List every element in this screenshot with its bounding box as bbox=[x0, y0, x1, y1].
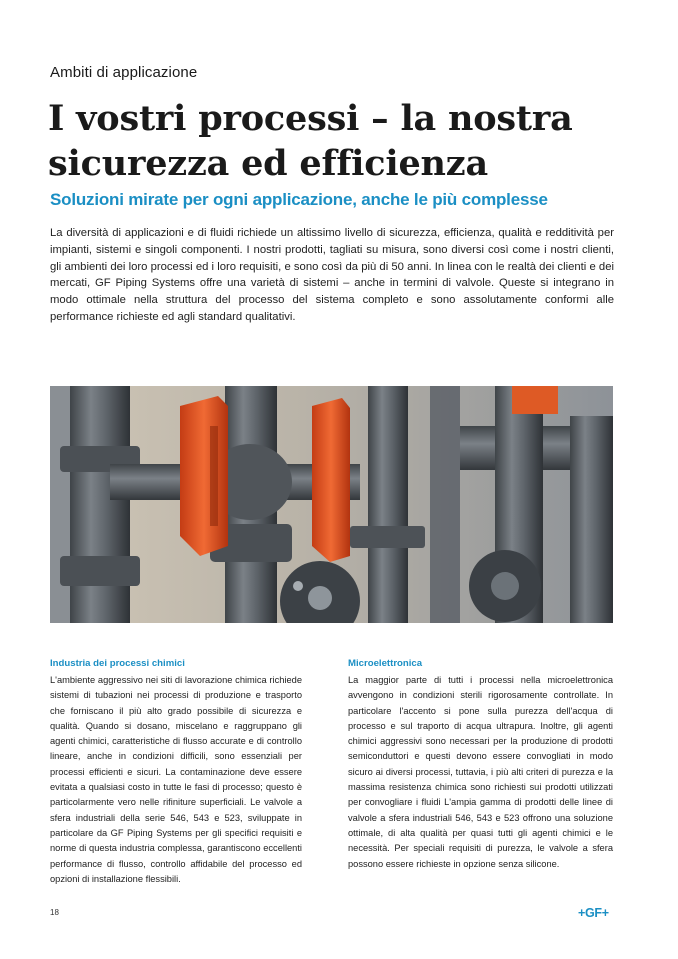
headline: I vostri processi – la nostra sicurezza ed efficienza bbox=[48, 98, 573, 184]
valves-photo bbox=[50, 386, 613, 623]
kicker: Ambiti di applicazione bbox=[50, 64, 198, 81]
subtitle: Soluzioni mirate per ogni applicazione, anche le più complesse bbox=[50, 190, 548, 209]
section-chemical bbox=[50, 658, 302, 887]
page-number: 18 bbox=[50, 908, 59, 917]
gf-logo: +GF+ bbox=[578, 906, 609, 920]
section-microelectronics-title: Microelettronica bbox=[348, 658, 423, 669]
intro-paragraph: La diversità di applicazioni e di fluidi richiede un altissimo livello di sicurezza, efficienza, qualità e redditività per impianti, sistemi e singoli componenti. I nostri prodotti, tagliati su misura, sono diversi così come i nostri clienti, gli ambienti dei loro processi ed i loro requisiti, e sono così da più di 50 anni. In linea con le realtà dei clienti e dei mercati, GF Piping Systems offre una varietà di sistemi – anche in termini di valvole. Queste si integrano in modo ottimale nella struttura del processo del sistema completo e sono assolutamente conformi alle performance richieste ed agli standard qualitativi. bbox=[50, 227, 614, 323]
section-microelectronics bbox=[348, 658, 613, 872]
section-chemical-title: Industria dei processi chimici bbox=[50, 658, 185, 669]
section-chemical-body: L'ambiente aggressivo nei siti di lavorazione chimica richiede sistemi di tubazioni nei processi di produzione e trasporto che forniscano il più alto grado possibile di sicurezza e qualità. Quando si dosano, miscelano e raggruppano gli agenti chimici, caratteristiche di flusso accurate e di controllo lineare, anche in condizioni difficili, sono essenziali per processi efficienti e sicuri. La contaminazione deve essere evitata a qualsiasi costo in tutte le fasi di processo; questo è particolarmente vero nelle rifiniture superficiali. Le valvole a sfera industriali della serie 546, 543 e 523, sviluppate in particolare da GF Piping Systems per gli specifici requisiti e norme di questa industria complessa, garantiscono eccellenti performance di flusso, controllo affidabile del processo ed opzioni di installazione flessibili. bbox=[50, 675, 302, 884]
section-microelectronics-body: La maggior parte di tutti i processi nella microelettronica avvengono in condizioni sterili rigorosamente controllate. In particolare l'accento si pone sulla purezza dell'acqua di processo e sul traporto di acqua ultrapura. Inoltre, gli agenti chimici aggressivi sono necessari per la produzione di prodotti semiconduttori e questi devono essere convogliati in modo sicuro ai diversi processi, tuttavia, i più alti criteri di purezza e la massima resistenza chimica sono richiesti sui prodotti utilizzati per convogliare i fluidi L'ampia gamma di prodotti delle linee di valvole a sfera industriali 546, 543 e 523 offrono una soluzione ottimale, di alta qualità per quasi tutti gli agenti chimici e le necessità. Per speciali requisiti di purezza, le valvole a sfera possono essere richieste in opzione senza silicone. bbox=[348, 675, 613, 869]
